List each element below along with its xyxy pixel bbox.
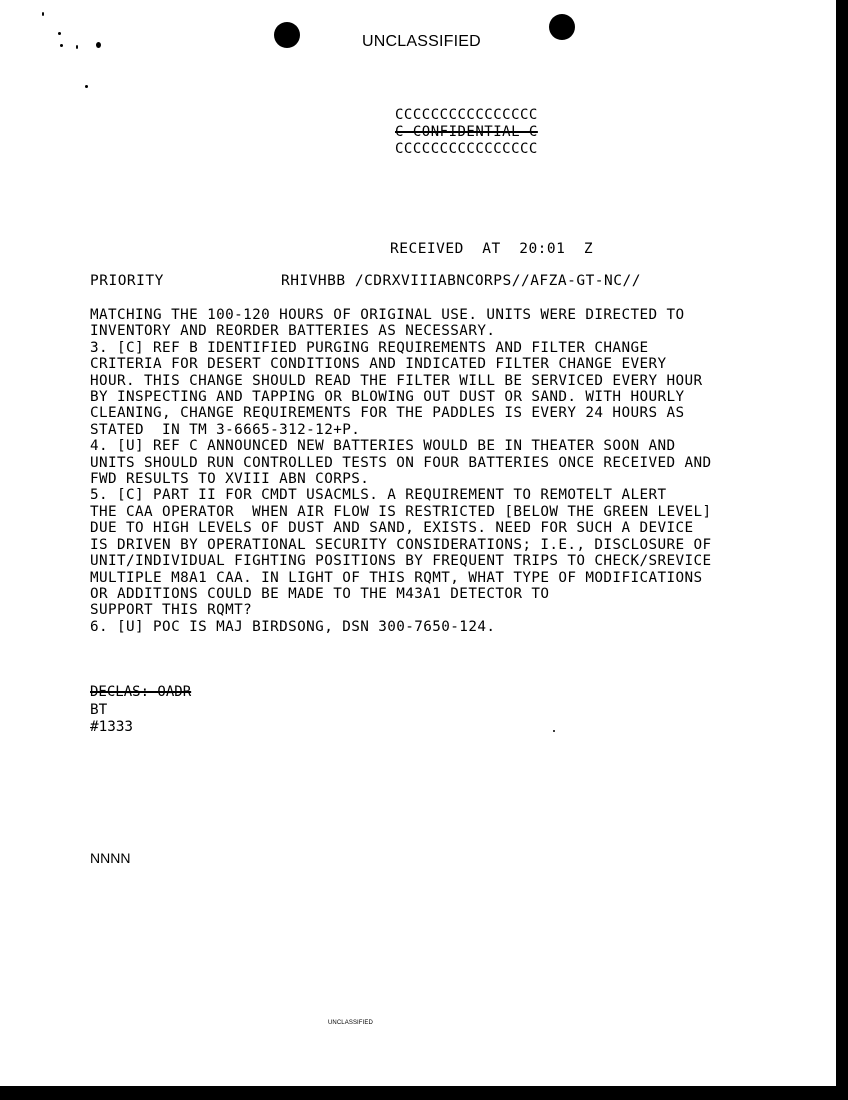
body-line: MULTIPLE M8A1 CAA. IN LIGHT OF THIS RQMT, WHAT TYPE OF MODIFICATIONS (90, 569, 703, 586)
body-line: UNITS SHOULD RUN CONTROLLED TESTS ON FOUR BATTERIES ONCE RECEIVED AND (90, 454, 712, 471)
body-line: DUE TO HIGH LEVELS OF DUST AND SAND, EXISTS. NEED FOR SUCH A DEVICE (90, 520, 694, 537)
body-line: CRITERIA FOR DESERT CONDITIONS AND INDICATED FILTER CHANGE EVERY (90, 356, 667, 373)
message-trailer (90, 702, 133, 736)
body-line: FWD RESULTS TO XVIII ABN CORPS. (90, 471, 370, 488)
scan-speck (85, 85, 88, 88)
body-line: 4. [U] REF C ANNOUNCED NEW BATTERIES WOULD BE IN THEATER SOON AND (90, 438, 676, 455)
precedence: PRIORITY (90, 273, 164, 289)
punch-hole-right (549, 14, 575, 40)
bottom-classification: UNCLASSIFIED (328, 1020, 373, 1026)
body-line: 5. [C] PART II FOR CMDT USACMLS. A REQUIREMENT TO REMOTELT ALERT (90, 487, 667, 504)
scan-speck (60, 44, 63, 47)
body-line: MATCHING THE 100-120 HOURS OF ORIGINAL USE. UNITS WERE DIRECTED TO (90, 307, 685, 323)
classification-block (395, 107, 538, 158)
body-line: THE CAA OPERATOR WHEN AIR FLOW IS RESTRICTED [BELOW THE GREEN LEVEL] (90, 503, 712, 520)
body-line: SUPPORT THIS RQMT? (90, 602, 253, 619)
scan-speck (76, 45, 78, 49)
scan-speck (42, 12, 44, 16)
body-line: UNIT/INDIVIDUAL FIGHTING POSITIONS BY FREQUENT TRIPS TO CHECK/SREVICE (90, 553, 712, 570)
class-block-line-struck: C CONFIDENTIAL C (395, 124, 538, 140)
body-line: INVENTORY AND REORDER BATTERIES AS NECESSARY. (90, 323, 496, 340)
punch-hole-left (274, 22, 300, 48)
message-body (90, 307, 790, 635)
body-line: IS DRIVEN BY OPERATIONAL SECURITY CONSIDERATIONS; I.E., DISCLOSURE OF (90, 536, 712, 553)
body-line: BY INSPECTING AND TAPPING OR BLOWING OUT DUST OR SAND. WITH HOURLY (90, 389, 685, 406)
end-of-message: NNNN (90, 850, 131, 866)
received-time: RECEIVED AT 20:01 Z (390, 241, 594, 257)
declassification-line: DECLAS: OADR (90, 684, 192, 700)
scan-speck (553, 730, 555, 732)
body-line: 6. [U] POC IS MAJ BIRDSONG, DSN 300-7650-124. (90, 618, 496, 635)
class-block-line: CCCCCCCCCCCCCCCC (395, 107, 538, 123)
body-line: HOUR. THIS CHANGE SHOULD READ THE FILTER WILL BE SERVICED EVERY HOUR (90, 372, 703, 389)
scan-speck (96, 42, 101, 48)
body-line: STATED IN TM 3-6665-312-12+P. (90, 421, 361, 438)
top-classification: UNCLASSIFIED (362, 33, 481, 50)
message-number: #1333 (90, 719, 134, 735)
routing-indicator: RHIVHBB /CDRXVIIIABNCORPS//AFZA-GT-NC// (281, 273, 641, 289)
body-line: CLEANING, CHANGE REQUIREMENTS FOR THE PADDLES IS EVERY 24 HOURS AS (90, 405, 685, 422)
body-line: OR ADDITIONS COULD BE MADE TO THE M43A1 DETECTOR TO (90, 585, 550, 602)
body-line: 3. [C] REF B IDENTIFIED PURGING REQUIREMENTS AND FILTER CHANGE (90, 339, 649, 356)
class-block-line: CCCCCCCCCCCCCCCC (395, 141, 538, 157)
bt-marker: BT (90, 702, 108, 718)
scan-speck (58, 32, 61, 35)
